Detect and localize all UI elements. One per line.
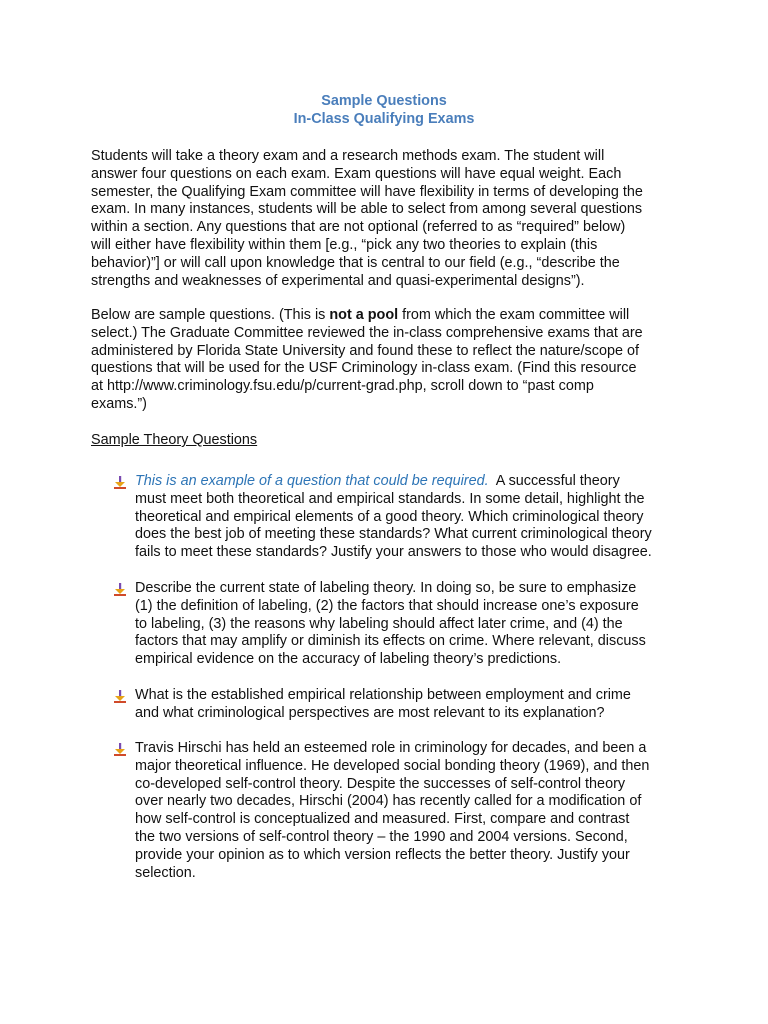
pool-note-paragraph — [91, 307, 691, 414]
section-heading-theory: Sample Theory Questions — [91, 432, 258, 448]
question-text: What is the established empirical relationship between employment and crime and what criminological perspectives are most relevant to its explanation? — [135, 687, 631, 721]
arrow-bullet-icon — [113, 689, 127, 703]
intro-line: will either have flexibility within them [e.g., “pick any two theories to explain (this — [91, 236, 598, 253]
required-note: This is an example of a question that could be required. — [135, 473, 489, 489]
page-subtitle: In-Class Qualifying Exams — [293, 111, 475, 127]
intro-line: behavior)”] or will call upon knowledge that is central to our field (e.g., “describe the — [91, 254, 620, 271]
question-text: Travis Hirschi has held an esteemed role in criminology for decades, and been a major theoretical influence. He developed social bonding theory (1969), and then co-developed self-control theory. Despite the successes of self-control theory over nearly two decades, Hirschi (2004) has recently called for a modification of how self-control is conceptualized and measured. First, compare and contrast the two versions of self-control theory – the 1990 and 2004 versions. Second, provide your opinion as to which version reflects the better theory. Justify your selection. — [135, 740, 650, 881]
intro-line: within a section. Any questions that are not optional (referred to as “required” below) — [91, 219, 626, 236]
intro-line: Students will take a theory exam and a research methods exam. The student will — [91, 148, 605, 164]
pool-note-line: at http://www.criminology.fsu.edu/p/current-grad.php, scroll down to “past comp — [91, 378, 594, 395]
question-text: This is an example of a question that could be required. A successful theory must meet both theoretical and empirical standards. In some detail, highlight the theoretical and empirical elements of a good theory. Which criminological theory does the best job of meeting these standards? What current criminological theory fails to meet these standards? Justify your answers to those who would disagree. — [135, 473, 652, 561]
intro-line: semester, the Qualifying Exam committee will have flexibility in terms of developing the — [91, 183, 643, 200]
arrow-bullet-icon — [113, 582, 127, 596]
intro-line: answer four questions on each exam. Exam questions will have equal weight. Each — [91, 165, 622, 182]
page-title: Sample Questions — [321, 93, 447, 109]
intro-paragraph — [91, 148, 691, 290]
intro-line: exam. In many instances, students will be able to select from among several questions — [91, 201, 643, 218]
pool-note-line: select.) The Graduate Committee reviewed the in-class comprehensive exams that are — [91, 324, 643, 341]
question-text: Describe the current state of labeling theory. In doing so, be sure to emphasize (1) the definition of labeling, (2) the factors that should increase one’s exposure to labeling, (3) the reasons why labeling should affect later crime, and (4) the factors that may amplify or diminish its effects on crime. Where relevant, discuss empirical evidence on the accuracy of labeling theory’s predictions. — [135, 580, 646, 668]
intro-line: strengths and weaknesses of experimental and quasi-experimental designs”). — [91, 272, 585, 289]
pool-note-first-line: Below are sample questions. (This is not a pool from which the exam committee will — [91, 307, 630, 323]
pool-note-line: administered by Florida State University and found these to reflect the nature/scope of — [91, 342, 639, 359]
arrow-bullet-icon — [113, 742, 127, 756]
not-a-pool-emphasis: not a pool — [329, 307, 399, 323]
pool-note-line: questions that will be used for the USF Criminology in-class exam. (Find this resource — [91, 360, 637, 377]
arrow-bullet-icon — [113, 475, 127, 489]
pool-note-line: exams.”) — [91, 395, 147, 412]
